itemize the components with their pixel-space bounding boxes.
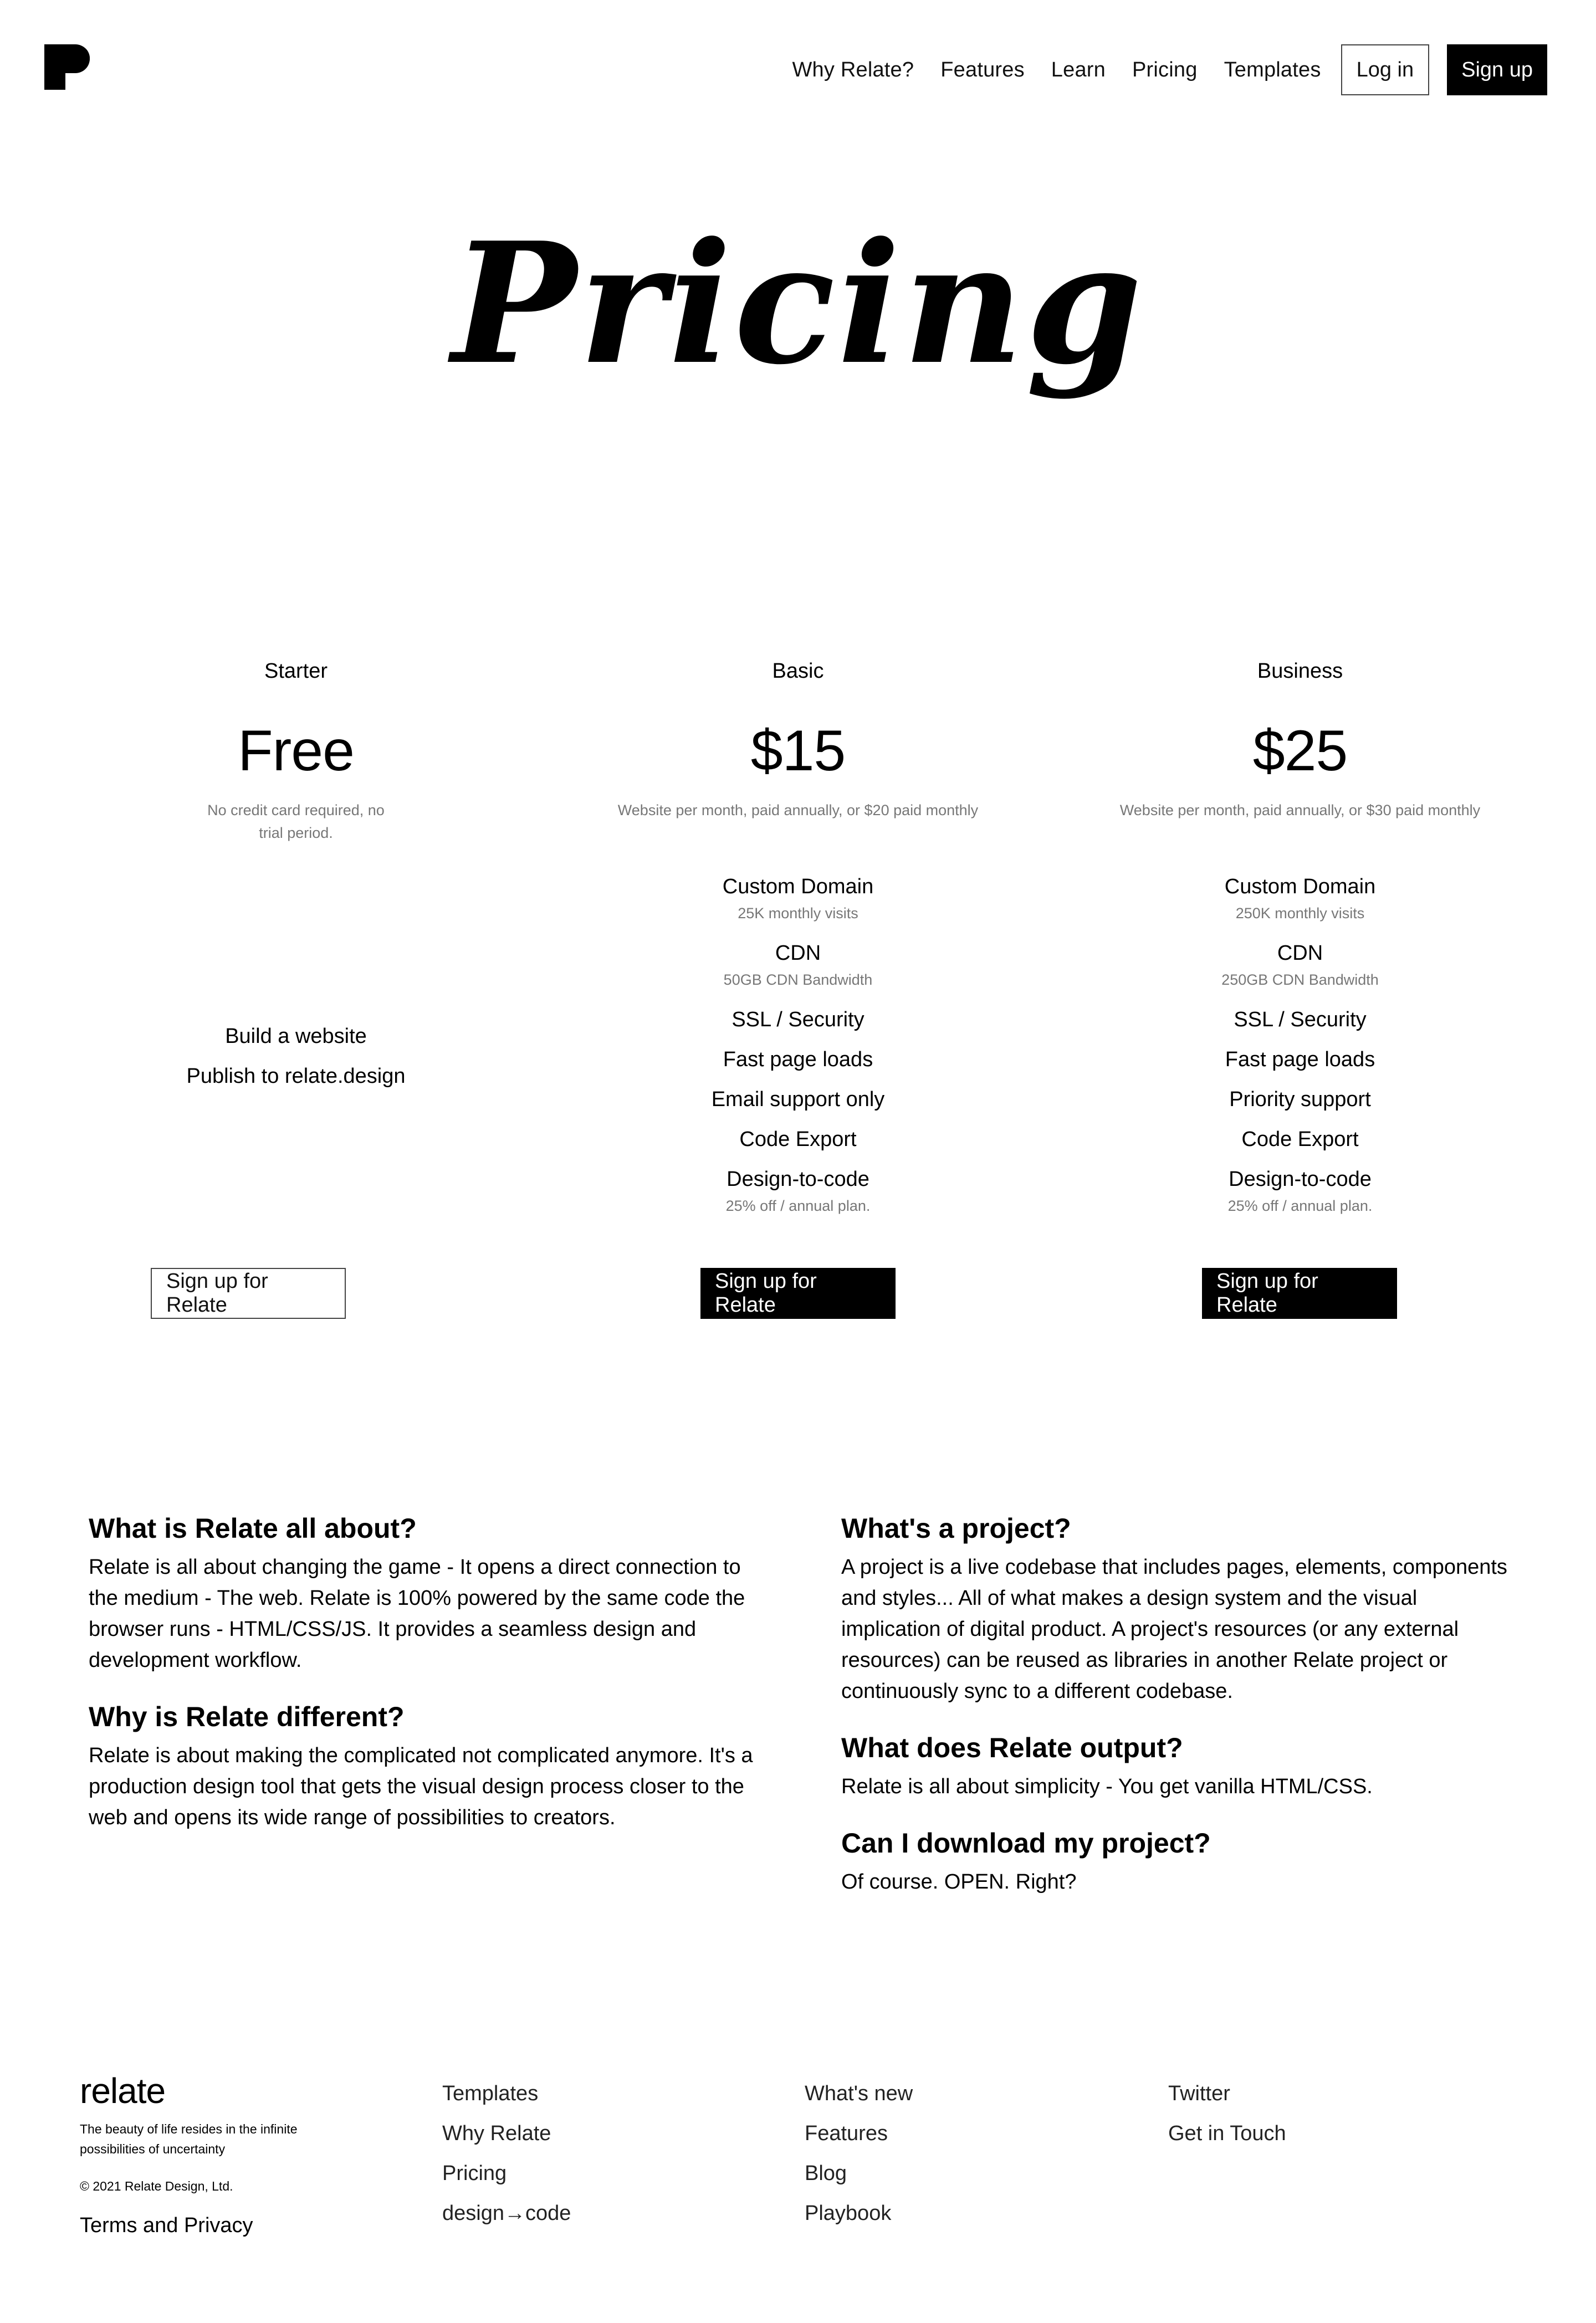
plan-price: $15: [750, 719, 846, 783]
footer-link-get-in-touch[interactable]: Get in Touch: [1168, 2122, 1286, 2145]
faq-answer: Of course. OPEN. Right?: [841, 1870, 1077, 1894]
footer-link-why-relate[interactable]: Why Relate: [442, 2122, 551, 2145]
page-title: Pricing: [451, 206, 1145, 401]
faq-question: What does Relate output?: [841, 1732, 1183, 1763]
faq-question: What's a project?: [841, 1513, 1071, 1544]
feature-item: Email support only: [711, 1088, 885, 1111]
footer-tagline: The beauty of life resides in the infinite possibilities of uncertainty: [80, 2122, 298, 2156]
footer-link-blog[interactable]: Blog: [805, 2162, 847, 2185]
feature-item: Build a website: [225, 1025, 367, 1048]
starter-signup-button[interactable]: Sign up for Relate: [151, 1268, 346, 1319]
feature-item: Code Export: [1241, 1128, 1359, 1151]
footer-link-playbook[interactable]: Playbook: [805, 2202, 892, 2225]
faq-answer: Relate is about making the complicated not complicated anymore. It's a production design tool that gets the visual design process closer to the web and opens its wide range of possibilities to creators.: [89, 1744, 753, 1829]
nav-link-why-relate[interactable]: Why Relate?: [792, 58, 914, 81]
faq-column-left: [89, 1511, 765, 1856]
feature-item: CDN: [1277, 942, 1323, 965]
faq-question: Can I download my project?: [841, 1828, 1211, 1859]
nav-link-pricing[interactable]: Pricing: [1132, 58, 1198, 81]
relate-logo-icon[interactable]: [44, 44, 90, 90]
plan-note: Website per month, paid annually, or $20 paid monthly: [617, 802, 979, 818]
feature-item: SSL / Security: [1234, 1008, 1367, 1031]
feature-item: Fast page loads: [723, 1048, 873, 1071]
footer-link-whats-new[interactable]: What's new: [805, 2082, 913, 2105]
feature-item: Design-to-code: [1229, 1168, 1372, 1191]
plan-feature-list: [1051, 873, 1549, 1216]
feature-item: Custom Domain: [722, 875, 874, 898]
terms-privacy-link[interactable]: Terms and Privacy: [80, 2214, 253, 2237]
feature-item: Design-to-code: [727, 1168, 869, 1191]
nav-link-features[interactable]: Features: [940, 58, 1025, 81]
feature-detail: 25K monthly visits: [738, 905, 858, 922]
feature-detail: 250K monthly visits: [1235, 905, 1365, 922]
plan-name: Basic: [772, 659, 824, 683]
plan-note: Website per month, paid annually, or $30 paid monthly: [1119, 802, 1481, 818]
feature-item: Publish to relate.design: [186, 1065, 406, 1088]
signup-button[interactable]: Sign up: [1447, 44, 1547, 95]
plan-note: No credit card required, no trial period.: [207, 802, 385, 841]
footer-copyright: © 2021 Relate Design, Ltd.: [80, 2179, 233, 2193]
feature-item: Code Export: [739, 1128, 857, 1151]
faq-question: Why is Relate different?: [89, 1701, 405, 1732]
basic-signup-button[interactable]: Sign up for Relate: [700, 1268, 896, 1319]
footer-link-design-to-code[interactable]: design→code: [442, 2202, 571, 2225]
footer-link-features[interactable]: Features: [805, 2122, 888, 2145]
nav-link-learn[interactable]: Learn: [1051, 58, 1106, 81]
plan-name: Business: [1257, 659, 1343, 683]
footer-link-pricing[interactable]: Pricing: [442, 2162, 507, 2185]
feature-item: CDN: [775, 942, 821, 965]
footer-column-1: [442, 2074, 571, 2233]
footer-wordmark[interactable]: relate: [80, 2071, 166, 2111]
footer-link-templates[interactable]: Templates: [442, 2082, 539, 2105]
plan-feature-list: [47, 1023, 545, 1103]
business-signup-button[interactable]: Sign up for Relate: [1202, 1268, 1397, 1319]
main-nav: [792, 44, 1547, 95]
footer-link-twitter[interactable]: Twitter: [1168, 2082, 1230, 2105]
footer-column-2: [805, 2074, 913, 2233]
feature-item: Custom Domain: [1224, 875, 1376, 898]
feature-item: Priority support: [1229, 1088, 1371, 1111]
feature-detail: 50GB CDN Bandwidth: [723, 971, 873, 988]
plan-price: Free: [238, 719, 354, 783]
faq-question: What is Relate all about?: [89, 1513, 417, 1544]
feature-item: SSL / Security: [732, 1008, 864, 1031]
feature-detail: 25% off / annual plan.: [725, 1198, 871, 1214]
plan-price: $25: [1252, 719, 1348, 783]
feature-item: Fast page loads: [1225, 1048, 1375, 1071]
faq-column-right: [841, 1511, 1517, 1921]
faq-answer: A project is a live codebase that includes pages, elements, components and styles... All of what makes a design system and the visual implication of digital product. A project's resources (or any external resources) can be reused as libraries in another Relate project or continuously sync to a different codebase.: [841, 1556, 1507, 1703]
footer-brand: [80, 2071, 313, 2238]
nav-link-templates[interactable]: Templates: [1224, 58, 1321, 81]
feature-detail: 25% off / annual plan.: [1227, 1198, 1373, 1214]
footer-column-3: [1168, 2074, 1286, 2153]
faq-answer: Relate is all about simplicity - You get vanilla HTML/CSS.: [841, 1775, 1373, 1798]
faq-answer: Relate is all about changing the game - It opens a direct connection to the medium - The web. Relate is 100% powered by the same code the browser runs - HTML/CSS/JS. It provides a seamless design and development workflow.: [89, 1556, 745, 1672]
login-button[interactable]: Log in: [1341, 44, 1430, 95]
plan-feature-list: [549, 873, 1047, 1216]
feature-detail: 250GB CDN Bandwidth: [1221, 971, 1379, 988]
plan-name: Starter: [264, 659, 328, 683]
